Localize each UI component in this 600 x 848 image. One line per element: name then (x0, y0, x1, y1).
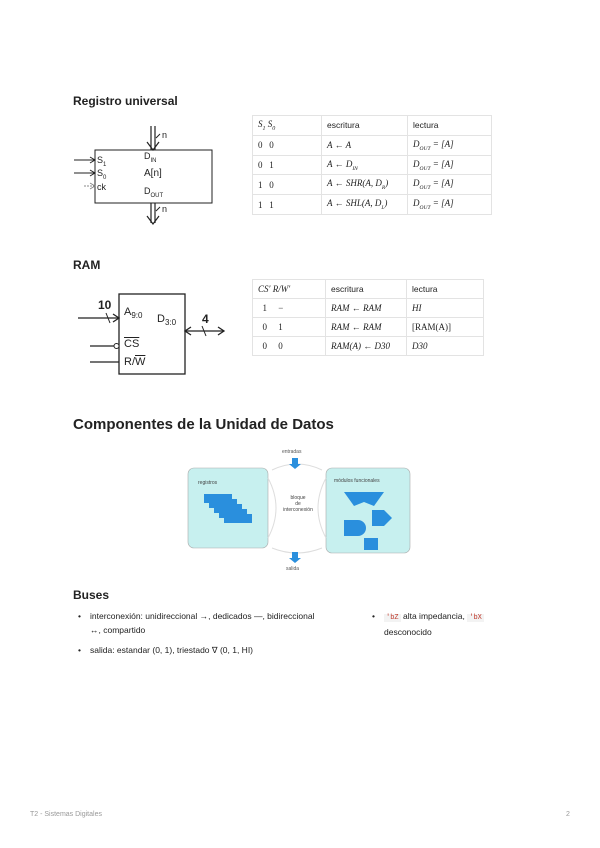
header-s1s0: $S_1$ $S_0$ (253, 116, 322, 136)
table-row (253, 195, 492, 215)
cell-escritura: RAM ← RAM (326, 299, 407, 318)
ram-table (252, 279, 484, 356)
a-register-label: A[n] (144, 168, 162, 179)
cell-sel: 0 1 (253, 155, 322, 175)
header-lectura: lectura (407, 280, 484, 299)
header-escritura: escritura (326, 280, 407, 299)
ram-addr-label: A (124, 306, 132, 318)
ram-data-label: D (157, 313, 165, 325)
table-row (253, 318, 484, 337)
n-top-label: n (162, 130, 168, 140)
register-table (252, 115, 492, 215)
table-row (253, 155, 492, 175)
list-item: • salida: estandar (0, 1), triestado ∇ (0, 1, HI) (76, 643, 316, 657)
datapath-diagram (184, 448, 414, 578)
table-row (253, 337, 484, 356)
cell-escritura: A ← SHR(A, $D_R$) (322, 175, 408, 195)
cell-lectura: [RAM(A)] (407, 318, 484, 337)
s1-label: S (97, 155, 104, 165)
ram-addr-width: 10 (98, 298, 112, 312)
bloque-label: bloque de interconexión (283, 495, 313, 513)
code-x: 'bX (469, 614, 482, 622)
s1-sub: 1 (103, 161, 107, 168)
buses-title: Buses (73, 588, 110, 602)
footer-left: T2 - Sistemas Digitales (30, 811, 102, 818)
cell-sel: 1 − (253, 299, 326, 318)
table-header-row (253, 280, 484, 299)
cell-escritura: RAM ← RAM (326, 318, 407, 337)
buses-list-left (76, 609, 316, 663)
din-label: D (144, 151, 151, 161)
buses-list-right (370, 609, 510, 645)
s0-sub: 0 (103, 174, 107, 181)
ck-label: ck (97, 182, 106, 192)
cell-lectura: $D_{OUT} = [A]$ (408, 155, 492, 175)
page-number: 2 (566, 811, 570, 818)
code-z: 'bZ (386, 614, 399, 622)
header-csrw: CS′ R/W′ (253, 280, 326, 299)
salida-label: salida (286, 566, 300, 572)
register-diagram (72, 122, 222, 227)
cell-lectura: HI (407, 299, 484, 318)
ram-cs-label: $\overline{CS}$ (124, 338, 140, 350)
table-row (253, 175, 492, 195)
din-sub: IN (150, 157, 157, 164)
dout-label: D (144, 186, 151, 196)
table-row (253, 299, 484, 318)
cell-sel: 1 0 (253, 175, 322, 195)
table-row (253, 135, 492, 155)
ram-rw-label: $R/\overline{W}$ (124, 356, 146, 368)
cell-lectura: D30 (407, 337, 484, 356)
ram-data-width: 4 (202, 312, 209, 326)
cell-sel: 1 1 (253, 195, 322, 215)
n-bottom-label: n (162, 204, 168, 214)
registro-title: Registro universal (73, 94, 178, 108)
cell-escritura: A ← $D_{IN}$ (322, 155, 408, 175)
s0-label: S (97, 168, 104, 178)
text-x: desconocido (384, 627, 432, 637)
cell-lectura: $D_{OUT} = [A]$ (408, 195, 492, 215)
cell-sel: 0 0 (253, 337, 326, 356)
list-item (370, 609, 510, 639)
cell-sel: 0 0 (253, 135, 322, 155)
table-header-row (253, 116, 492, 136)
cell-lectura: $D_{OUT} = [A]$ (408, 175, 492, 195)
ram-addr-sub: 9:0 (131, 311, 143, 321)
header-escritura: escritura (322, 116, 408, 136)
ram-data-sub: 3:0 (164, 318, 177, 328)
cell-lectura: $D_{OUT} = [A]$ (408, 135, 492, 155)
ram-diagram (78, 290, 226, 378)
registros-label: registros (198, 480, 218, 486)
cell-escritura: RAM(A) ← D30 (326, 337, 407, 356)
cell-escritura: A ← SHL(A, $D_L$) (322, 195, 408, 215)
cell-sel: 0 1 (253, 318, 326, 337)
cell-escritura: A ← A (322, 135, 408, 155)
dout-sub: OUT (150, 192, 164, 199)
ram-title: RAM (73, 258, 101, 272)
componentes-title: Componentes de la Unidad de Datos (73, 416, 334, 433)
modulos-label: módulos funcionales (334, 478, 380, 484)
entradas-label: entradas (282, 449, 302, 455)
text-z: alta impedancia, (402, 611, 465, 621)
header-lectura: lectura (408, 116, 492, 136)
list-item: • interconexión: unidireccional →, dedicados —, bidireccional ↔, compartido (76, 609, 316, 637)
